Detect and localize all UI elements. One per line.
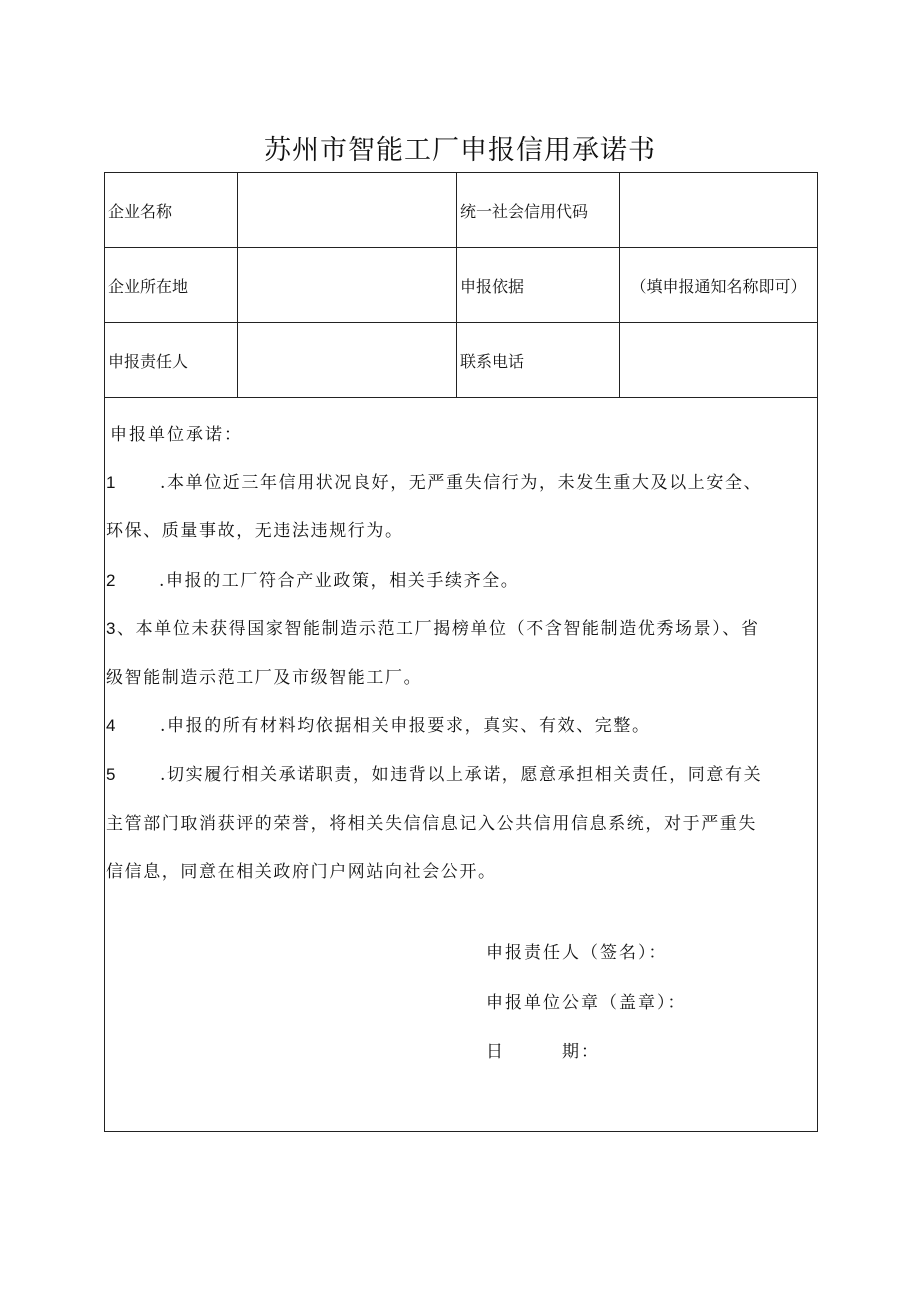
list-item <box>106 711 651 736</box>
item-text: 主管部门取消获评的荣誉，将相关失信信息记入公共信用信息系统，对于严重失 <box>106 814 757 834</box>
item-number: 1 <box>106 473 118 492</box>
contact-phone-field[interactable] <box>620 323 817 397</box>
credit-code-label: 统一社会信用代码 <box>457 173 620 247</box>
table-row <box>105 248 817 323</box>
list-item <box>106 614 760 639</box>
company-name-field[interactable] <box>238 173 457 247</box>
item-text: 级智能制造示范工厂及市级智能工厂。 <box>106 668 423 688</box>
item-number: 5 <box>106 765 118 784</box>
commitment-heading: 申报单位承诺： <box>110 425 243 445</box>
credit-code-field[interactable] <box>620 173 817 247</box>
list-item <box>106 760 762 785</box>
item-text: .申报的所有材料均依据相关申报要求，真实、有效、完整。 <box>160 716 651 736</box>
table-row <box>105 323 817 398</box>
table-row <box>105 173 817 248</box>
commitment-form <box>104 172 818 1132</box>
signature-responsible-person: 申报责任人（签名）： <box>486 943 668 963</box>
application-basis-label: 申报依据 <box>457 248 620 322</box>
signature-date: 日 期： <box>486 1042 600 1062</box>
application-basis-field[interactable]: （填申报通知名称即可） <box>630 276 807 296</box>
item-text: 信信息，同意在相关政府门户网站向社会公开。 <box>106 862 497 882</box>
item-text: .切实履行相关承诺职责，如违背以上承诺，愿意承担相关责任，同意有关 <box>160 765 763 785</box>
list-item <box>106 468 762 493</box>
item-text: 本单位未获得国家智能制造示范工厂揭榜单位（不含智能制造优秀场景）、省 <box>135 619 760 639</box>
item-text: .申报的工厂符合产业政策，相关手续齐全。 <box>159 571 520 591</box>
item-number: 2 <box>106 571 118 590</box>
contact-phone-label: 联系电话 <box>457 323 620 397</box>
item-text: 环保、质量事故，无违法违规行为。 <box>106 521 404 541</box>
item-number: 3、 <box>106 619 136 638</box>
signature-company-seal: 申报单位公章（盖章）： <box>486 993 687 1013</box>
item-text: .本单位近三年信用状况良好，无严重失信行为，未发生重大及以上安全、 <box>160 473 763 493</box>
item-number: 4 <box>106 716 118 735</box>
responsible-person-label: 申报责任人 <box>105 323 238 397</box>
page-title: 苏州市智能工厂申报信用承诺书 <box>264 135 656 166</box>
list-item <box>106 566 519 591</box>
company-name-label: 企业名称 <box>105 173 238 247</box>
responsible-person-field[interactable] <box>238 323 457 397</box>
company-location-label: 企业所在地 <box>105 248 238 322</box>
company-location-field[interactable] <box>238 248 457 322</box>
